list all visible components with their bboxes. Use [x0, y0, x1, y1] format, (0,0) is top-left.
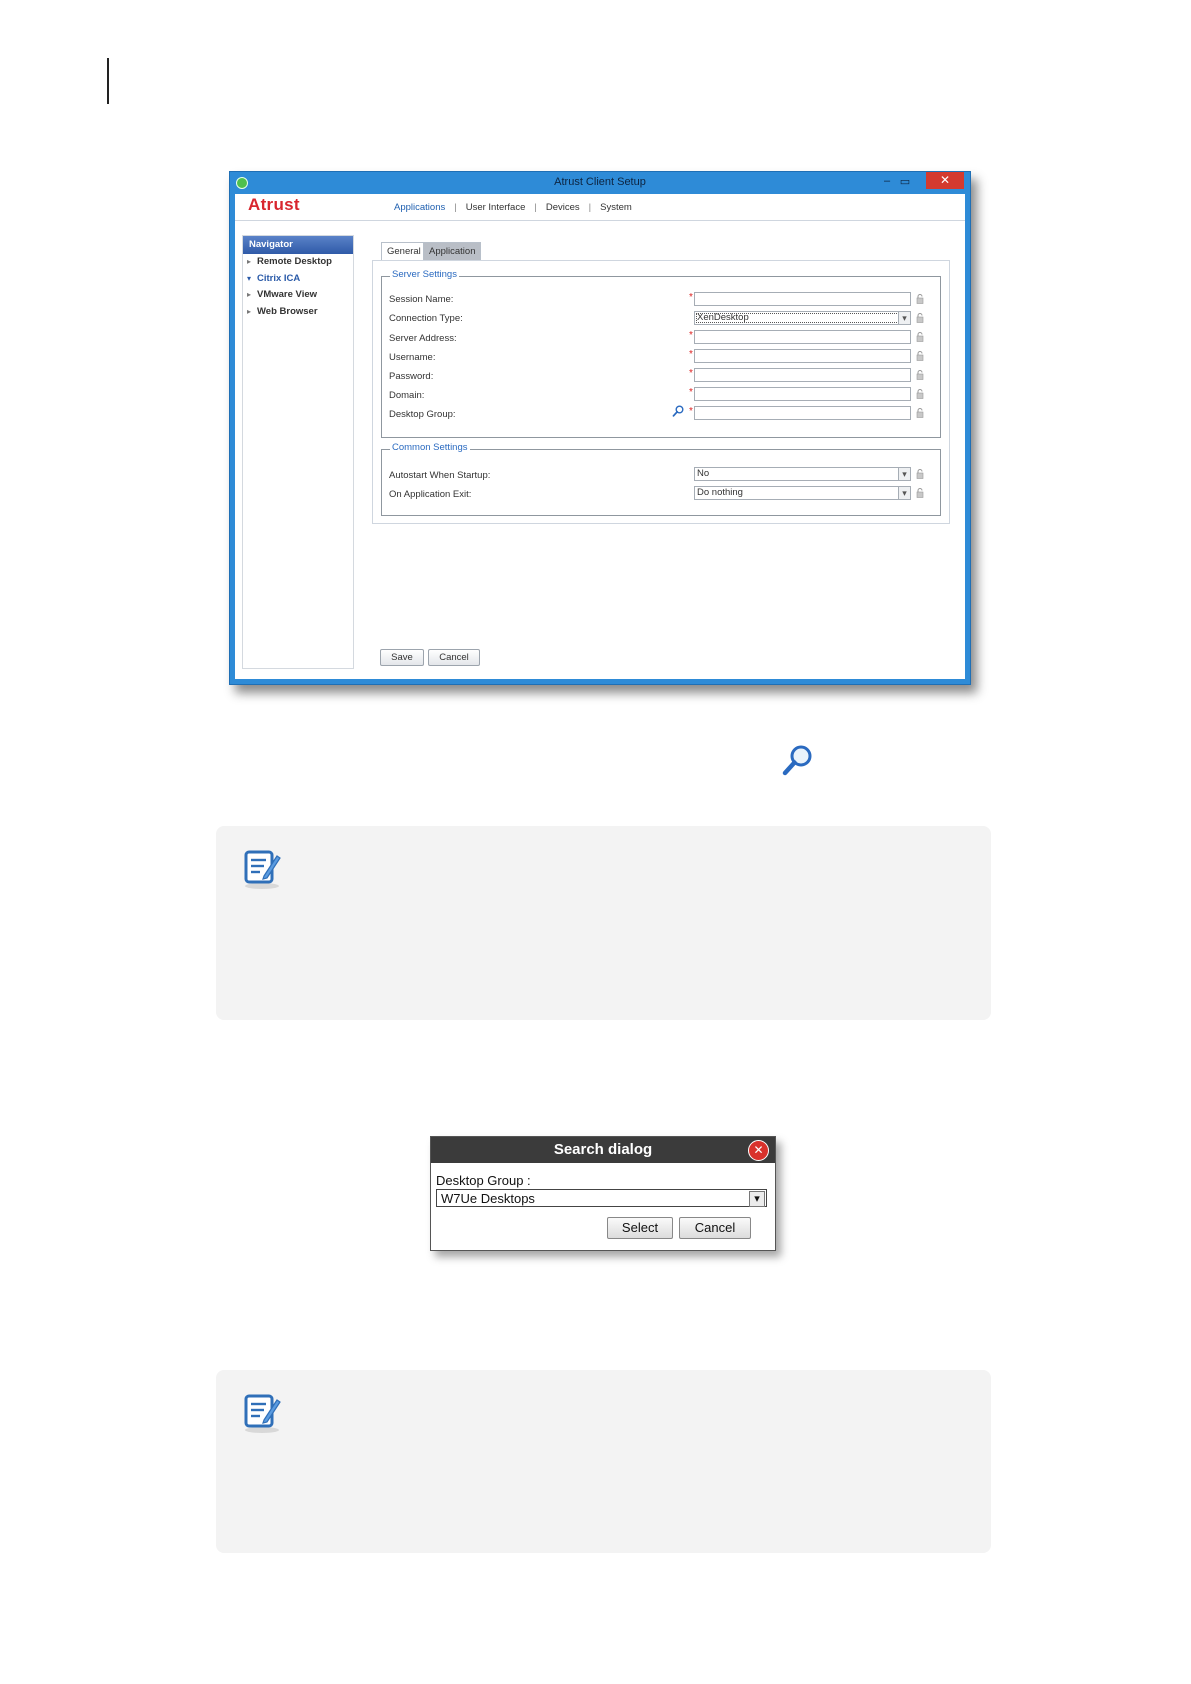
required-mark: *: [689, 349, 693, 360]
lock-icon[interactable]: [916, 370, 924, 380]
minimize-button[interactable]: –: [883, 175, 891, 187]
page-margin-bar: [107, 58, 109, 104]
server-settings-legend: Server Settings: [392, 269, 457, 280]
tab-application[interactable]: Application: [423, 242, 481, 260]
menu-devices[interactable]: Devices: [545, 202, 580, 213]
maximize-button[interactable]: ▭: [899, 176, 911, 188]
note-box-2: [216, 1370, 991, 1553]
navigator-panel: [242, 235, 354, 669]
server-address-field[interactable]: [694, 330, 911, 344]
nav-item-remote-desktop[interactable]: ▸ Remote Desktop: [243, 254, 353, 271]
lock-icon[interactable]: [916, 313, 924, 323]
common-settings-group: [381, 442, 941, 516]
nav-item-citrix-ica[interactable]: ▾ Citrix ICA: [243, 271, 353, 288]
lock-icon[interactable]: [916, 351, 924, 361]
desktop-group-dialog-label: Desktop Group :: [436, 1173, 531, 1188]
desktop-group-field[interactable]: [694, 406, 911, 420]
desktop-group-select[interactable]: W7Ue Desktops ▾: [436, 1189, 767, 1207]
desktop-group-search-icon[interactable]: [672, 405, 684, 417]
search-dialog: [430, 1136, 776, 1251]
general-tab-panel: [372, 260, 950, 524]
navigator-title: Navigator: [243, 236, 353, 254]
nav-item-vmware-view[interactable]: ▸ VMware View: [243, 287, 353, 304]
note-box-1: [216, 826, 991, 1020]
window-titlebar: [230, 172, 970, 194]
dialog-cancel-button[interactable]: Cancel: [679, 1217, 751, 1239]
username-label: Username:: [389, 352, 436, 363]
main-menu: Applications | User Interface | Devices | System: [385, 202, 641, 213]
required-mark: *: [689, 330, 693, 341]
required-mark: *: [689, 406, 693, 417]
save-button[interactable]: Save: [380, 649, 424, 666]
lock-icon[interactable]: [916, 408, 924, 418]
common-settings-legend: Common Settings: [392, 442, 468, 453]
note-icon: [242, 1390, 282, 1434]
menu-applications[interactable]: Applications: [394, 202, 446, 213]
desktop-group-label: Desktop Group:: [389, 409, 456, 420]
required-mark: *: [689, 292, 693, 303]
server-settings-group: [381, 269, 941, 438]
menu-system[interactable]: System: [600, 202, 632, 213]
close-window-button[interactable]: ✕: [926, 172, 964, 189]
window-title: Atrust Client Setup: [554, 176, 646, 188]
required-mark: *: [689, 368, 693, 379]
lock-icon[interactable]: [916, 332, 924, 342]
session-name-label: Session Name:: [389, 294, 454, 305]
client-setup-window: [229, 171, 971, 685]
on-exit-select[interactable]: Do nothing ▾: [694, 486, 911, 500]
autostart-select[interactable]: No ▾: [694, 467, 911, 481]
tab-general[interactable]: General: [381, 242, 427, 260]
search-dialog-title: Search dialog: [431, 1137, 775, 1163]
domain-field[interactable]: [694, 387, 911, 401]
session-name-field[interactable]: [694, 292, 911, 306]
search-magnifier-icon: [782, 744, 814, 778]
connection-type-select[interactable]: XenDesktop ▾: [694, 311, 911, 325]
required-mark: *: [689, 387, 693, 398]
top-bar: [235, 194, 965, 221]
atrust-logo: Atrust: [248, 195, 300, 214]
lock-icon[interactable]: [916, 294, 924, 304]
username-field[interactable]: [694, 349, 911, 363]
lock-icon[interactable]: [916, 469, 924, 479]
window-client-area: [235, 194, 965, 679]
search-dialog-close-icon[interactable]: ✕: [748, 1140, 769, 1161]
password-label: Password:: [389, 371, 434, 382]
autostart-label: Autostart When Startup:: [389, 470, 491, 481]
password-field[interactable]: [694, 368, 911, 382]
on-exit-label: On Application Exit:: [389, 489, 472, 500]
nav-item-web-browser[interactable]: ▸ Web Browser: [243, 304, 353, 321]
server-address-label: Server Address:: [389, 333, 457, 344]
select-button[interactable]: Select: [607, 1217, 673, 1239]
note-icon: [242, 846, 282, 890]
connection-type-label: Connection Type:: [389, 313, 463, 324]
domain-label: Domain:: [389, 390, 425, 401]
menu-user-interface[interactable]: User Interface: [465, 202, 526, 213]
lock-icon[interactable]: [916, 488, 924, 498]
lock-icon[interactable]: [916, 389, 924, 399]
cancel-button[interactable]: Cancel: [428, 649, 480, 666]
